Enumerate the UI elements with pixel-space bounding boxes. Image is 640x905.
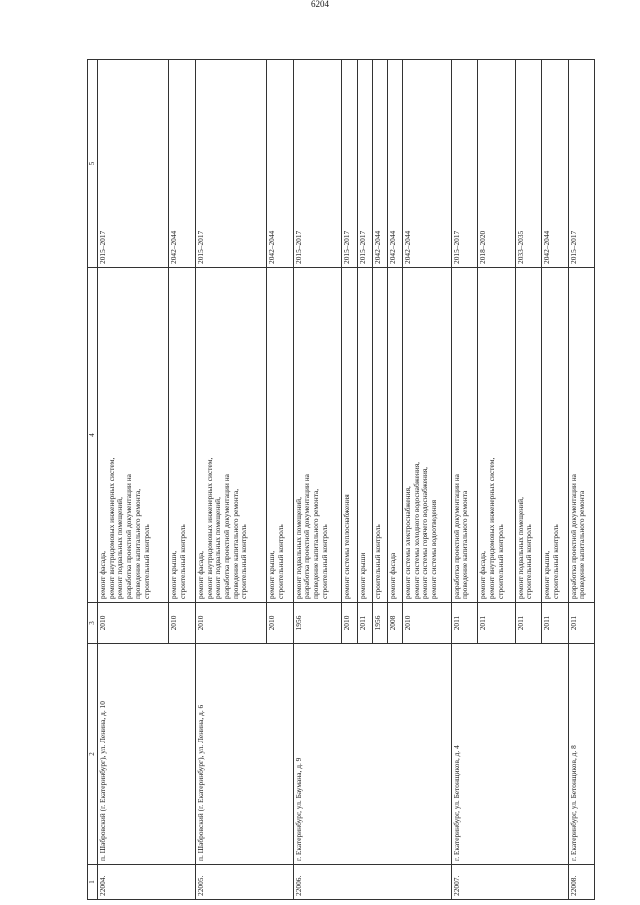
- header-col-4: 4: [88, 268, 98, 603]
- period-cell: 2042–2044: [402, 60, 451, 268]
- record-number: 22007.: [451, 865, 568, 900]
- period-cell: 2015–2017: [342, 60, 357, 268]
- year-cell: 1956: [372, 603, 387, 644]
- works-cell: ремонт фасада, ремонт внутридомовых инженерных систем, строительный контроль: [478, 268, 516, 603]
- table-row: [293, 60, 342, 900]
- period-cell: 2033–2035: [515, 60, 541, 268]
- works-cell: разработка проектной документации на проведение капитального ремонта: [451, 268, 477, 603]
- period-cell: 2042–2044: [267, 60, 293, 268]
- period-cell: 2042–2044: [387, 60, 402, 268]
- year-cell: 2010: [267, 603, 293, 644]
- year-cell: 2010: [402, 603, 451, 644]
- works-cell: ремонт крыши, строительный контроль: [169, 268, 195, 603]
- table-body: [98, 60, 595, 900]
- works-cell: ремонт фасада, ремонт внутридомовых инженерных систем, ремонт подвальных помещений, разработка проектной документации на проведение капитального ремонта, строительный контроль: [98, 268, 169, 603]
- year-cell: 2008: [387, 603, 402, 644]
- period-cell: 2015–2017: [98, 60, 169, 268]
- period-cell: 2042–2044: [169, 60, 195, 268]
- period-cell: 2015–2017: [451, 60, 477, 268]
- page-number: 6204: [311, 0, 329, 9]
- works-cell: ремонт крыши, строительный контроль: [267, 268, 293, 603]
- record-number: 22004.: [98, 865, 196, 900]
- year-cell: 2010: [195, 603, 266, 644]
- works-cell: разработка проектной документации на проведение капитального ремонта: [568, 268, 595, 603]
- period-cell: 2015–2017: [568, 60, 595, 268]
- year-cell: 2010: [98, 603, 169, 644]
- year-cell: 2011: [357, 603, 372, 644]
- header-col-5: 5: [88, 60, 98, 268]
- rotated-table-area: [87, 85, 595, 900]
- year-cell: 2010: [342, 603, 357, 644]
- building-address: г. Екатеринбург, ул. Бетонщиков, д. 8: [568, 644, 595, 865]
- works-cell: ремонт фасада: [387, 268, 402, 603]
- period-cell: 2042–2044: [542, 60, 568, 268]
- works-cell: ремонт системы теплоснабжения: [342, 268, 357, 603]
- building-address: г. Екатеринбург, ул. Баумана, д. 9: [293, 644, 451, 865]
- building-address: п. Шабровский (г. Екатеринбург), ул. Ленина, д. 10: [98, 644, 196, 865]
- header-col-1: 1: [88, 865, 98, 900]
- period-cell: 2015–2017: [293, 60, 342, 268]
- year-cell: 2010: [169, 603, 195, 644]
- record-number: 22005.: [195, 865, 293, 900]
- year-cell: 2011: [478, 603, 516, 644]
- period-cell: 2015–2017: [195, 60, 266, 268]
- period-cell: 2018–2020: [478, 60, 516, 268]
- period-cell: 2042–2044: [372, 60, 387, 268]
- header-col-2: 2: [88, 644, 98, 865]
- building-address: п. Шабровский (г. Екатеринбург), ул. Ленина, д. 6: [195, 644, 293, 865]
- table-row: [195, 60, 266, 900]
- year-cell: 1956: [293, 603, 342, 644]
- header-row: [88, 60, 98, 900]
- year-cell: 2011: [542, 603, 568, 644]
- table-row: [451, 60, 477, 900]
- year-cell: 2011: [451, 603, 477, 644]
- works-cell: ремонт подвальных помещений, строительный контроль: [515, 268, 541, 603]
- works-cell: ремонт фасада, ремонт внутридомовых инженерных систем, ремонт подвальных помещений, разработка проектной документации на проведение капитального ремонта, строительный контроль: [195, 268, 266, 603]
- repair-schedule-table: [87, 59, 595, 900]
- table-row: [568, 60, 595, 900]
- works-cell: ремонт системы электроснабжения, ремонт системы холодного водоснабжения, ремонт системы горячего водоснабжения, ремонт системы водоотведения: [402, 268, 451, 603]
- record-number: 22008.: [568, 865, 595, 900]
- year-cell: 2011: [568, 603, 595, 644]
- period-cell: 2015–2017: [357, 60, 372, 268]
- works-cell: строительный контроль: [372, 268, 387, 603]
- record-number: 22006.: [293, 865, 451, 900]
- building-address: г. Екатеринбург, ул. Бетонщиков, д. 4: [451, 644, 568, 865]
- table-wrapper: [87, 85, 595, 900]
- works-cell: ремонт подвальных помещений, разработка проектной документации на проведение капитального ремонта, строительный контроль: [293, 268, 342, 603]
- header-col-3: 3: [88, 603, 98, 644]
- year-cell: 2011: [515, 603, 541, 644]
- works-cell: ремонт крыши: [357, 268, 372, 603]
- works-cell: ремонт крыши, строительный контроль: [542, 268, 568, 603]
- table-row: [98, 60, 169, 900]
